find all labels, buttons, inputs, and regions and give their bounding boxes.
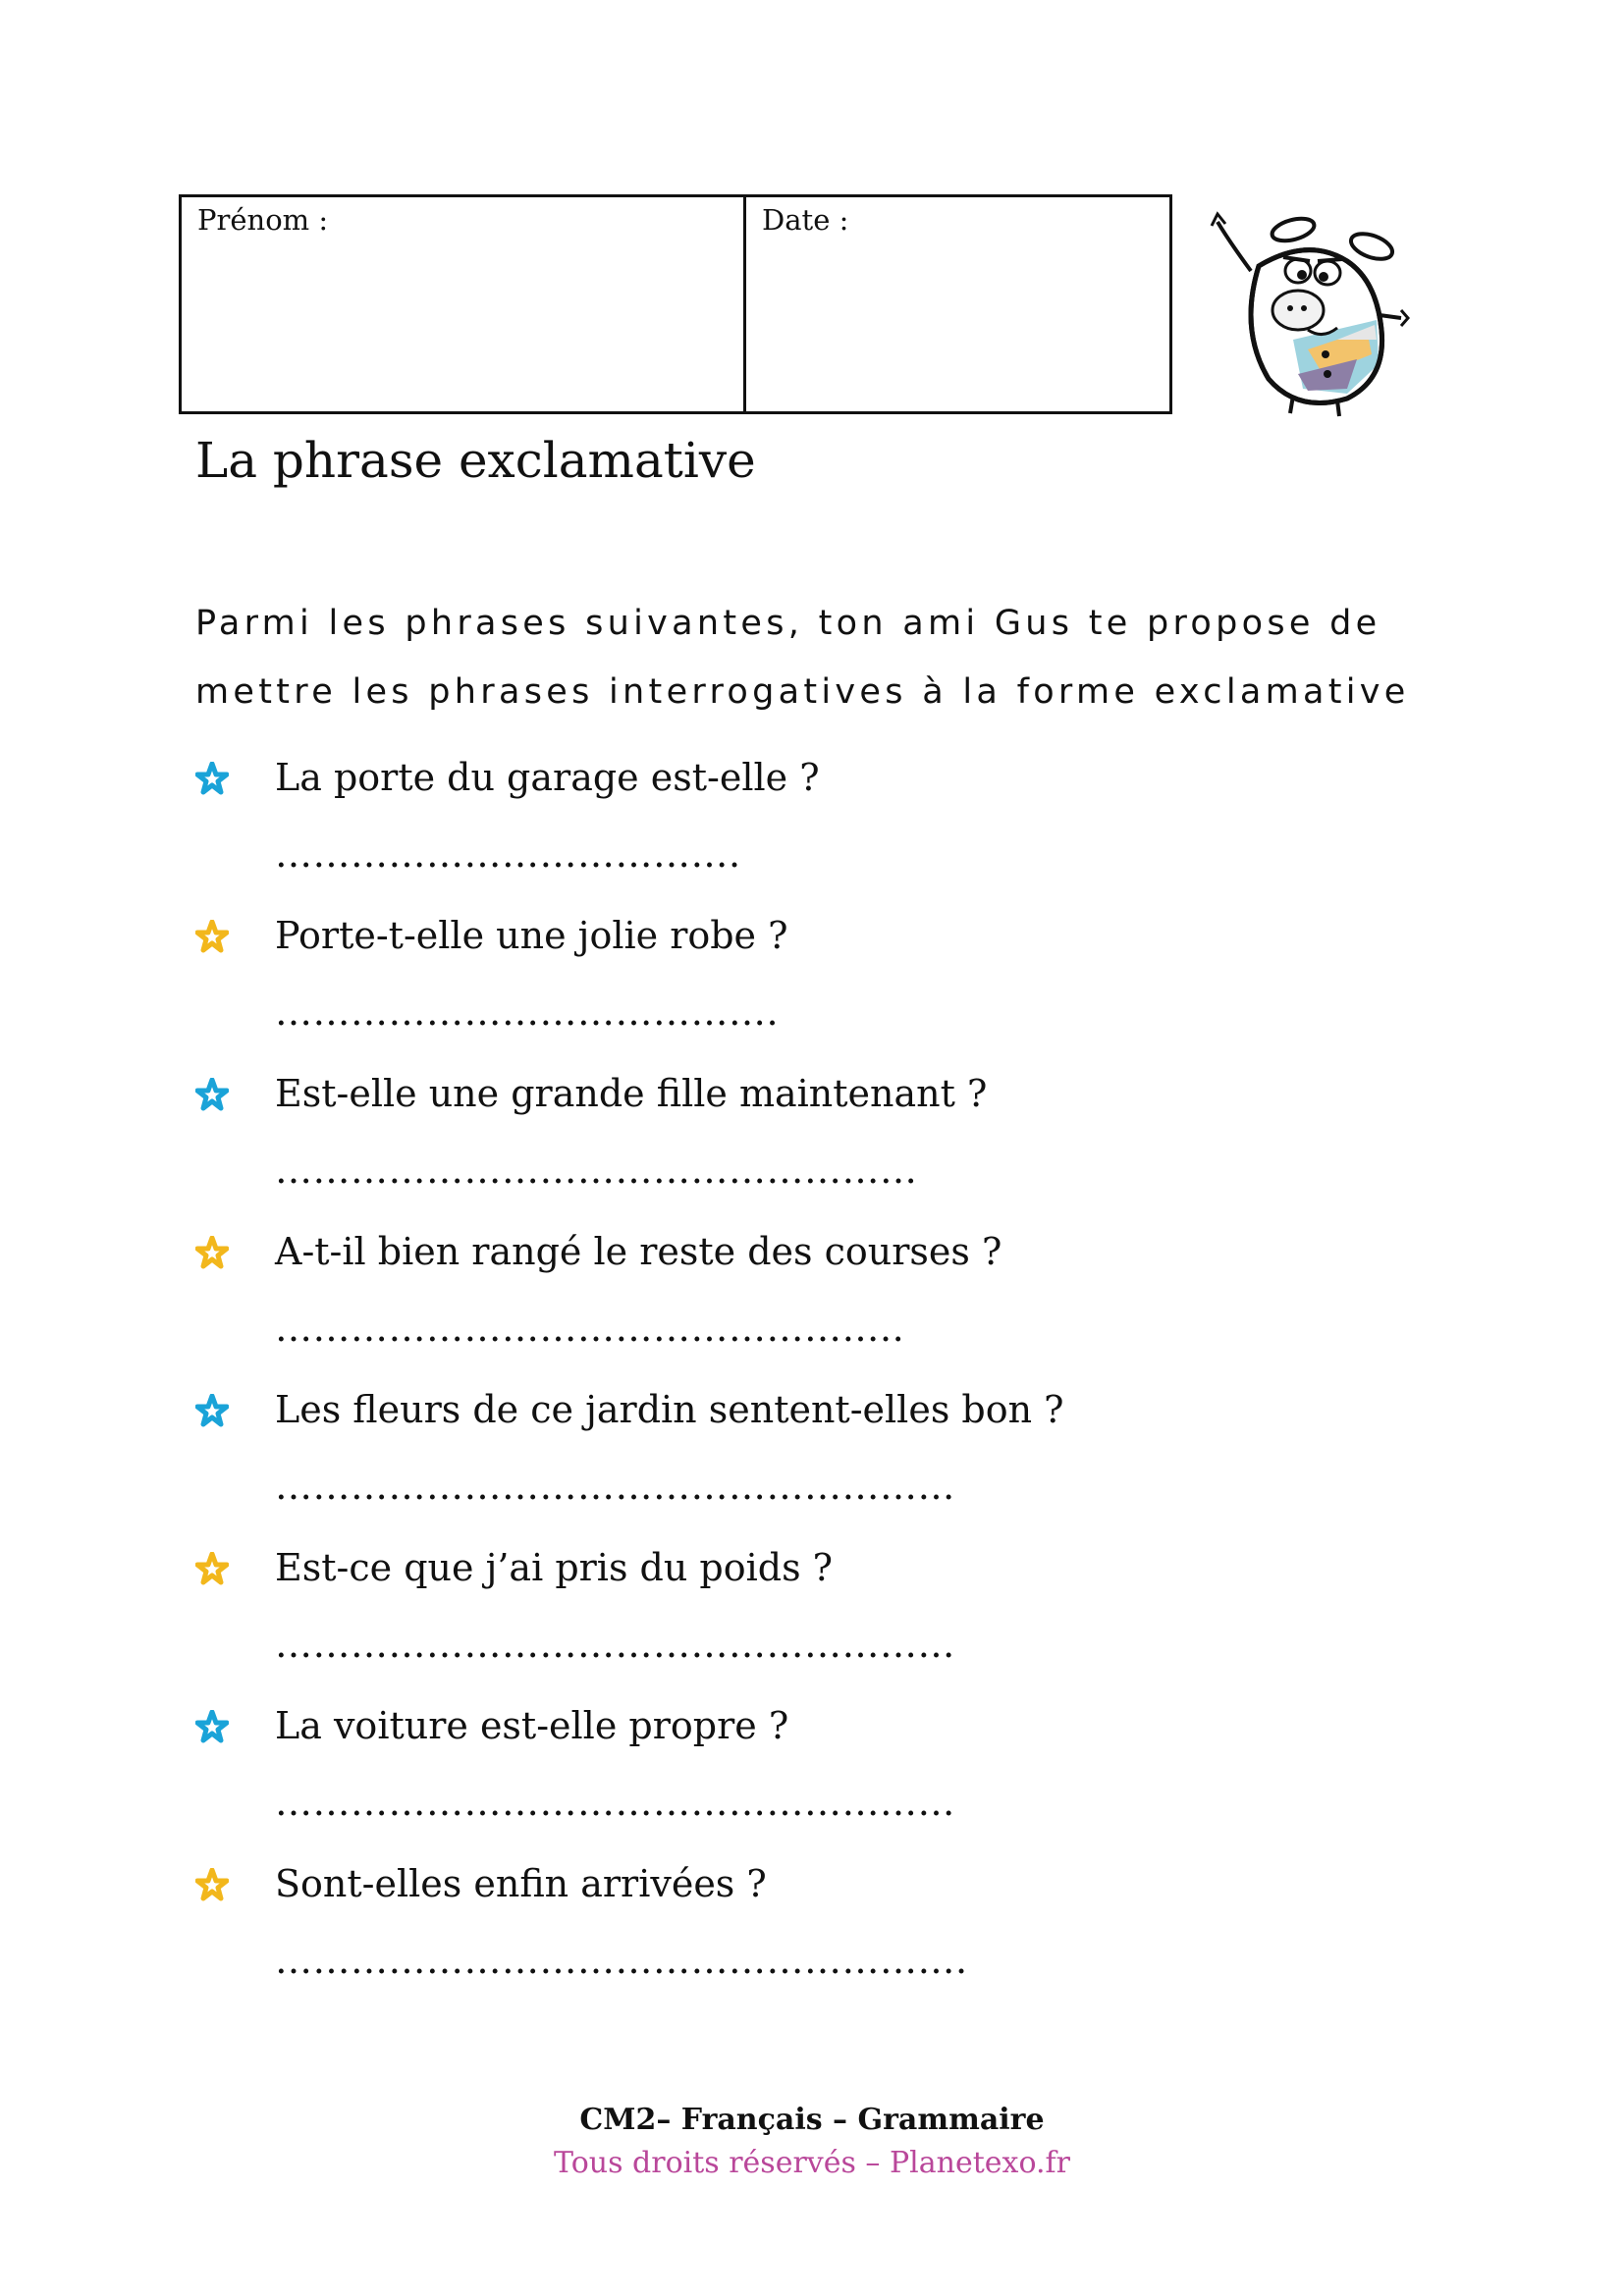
- exercise-question: La voiture est-elle propre ?: [275, 1704, 789, 1747]
- blue-star-icon: [195, 1710, 229, 1743]
- student-info-box: [179, 194, 1172, 414]
- answer-line[interactable]: ………………………………………………: [275, 1465, 955, 1508]
- footer-subject: CM2– Français – Grammaire: [579, 2103, 1045, 2137]
- exercise-item: [0, 756, 1624, 913]
- yellow-star-icon: [195, 1236, 229, 1269]
- exercise-question: Sont-elles enfin arrivées ?: [275, 1862, 767, 1905]
- answer-line[interactable]: ……………………………………………: [275, 1148, 918, 1192]
- page-title: La phrase exclamative: [195, 432, 756, 489]
- exercise-item: [0, 1072, 1624, 1229]
- yellow-star-icon: [195, 920, 229, 953]
- answer-line[interactable]: ………………………………………………: [275, 1781, 955, 1824]
- exercise-question: Les fleurs de ce jardin sentent-elles bon ?: [275, 1388, 1064, 1431]
- exercise-question: Porte-t-elle une jolie robe ?: [275, 914, 788, 957]
- footer-copyright: Tous droits réservés – Planetexo.fr: [554, 2146, 1070, 2180]
- name-field[interactable]: [182, 197, 746, 411]
- exercise-question: Est-elle une grande fille maintenant ?: [275, 1072, 988, 1115]
- answer-line[interactable]: ………………………………….: [275, 990, 780, 1034]
- exercise-question: La porte du garage est-elle ?: [275, 756, 820, 799]
- instructions: [195, 589, 1472, 726]
- exercise-item: [0, 1704, 1624, 1861]
- exercise-item: [0, 914, 1624, 1071]
- exercise-item: [0, 1862, 1624, 2019]
- blue-star-icon: [195, 1394, 229, 1427]
- exercise-item: [0, 1546, 1624, 1703]
- name-label: Prénom :: [197, 203, 329, 237]
- blue-star-icon: [195, 762, 229, 795]
- instructions-line-2: mettre les phrases interrogatives à la forme exclamative: [195, 672, 1410, 712]
- blue-star-icon: [195, 1078, 229, 1111]
- answer-line[interactable]: ……………………………….: [275, 832, 741, 876]
- answer-line[interactable]: ………………………………………………: [275, 1623, 955, 1666]
- gus-mascot-illustration: [1200, 192, 1416, 418]
- date-label: Date :: [762, 203, 849, 237]
- exercise-item: [0, 1230, 1624, 1387]
- exercise-question: Est-ce que j’ai pris du poids ?: [275, 1546, 834, 1589]
- date-field[interactable]: [746, 197, 1169, 411]
- answer-line[interactable]: ……………………………………………….: [275, 1939, 968, 1982]
- yellow-star-icon: [195, 1552, 229, 1585]
- yellow-star-icon: [195, 1868, 229, 1901]
- exercise-item: [0, 1388, 1624, 1545]
- exercise-question: A-t-il bien rangé le reste des courses ?: [275, 1230, 1002, 1273]
- answer-line[interactable]: …………………………………………..: [275, 1307, 905, 1350]
- instructions-line-1: Parmi les phrases suivantes, ton ami Gus te propose de: [195, 604, 1381, 643]
